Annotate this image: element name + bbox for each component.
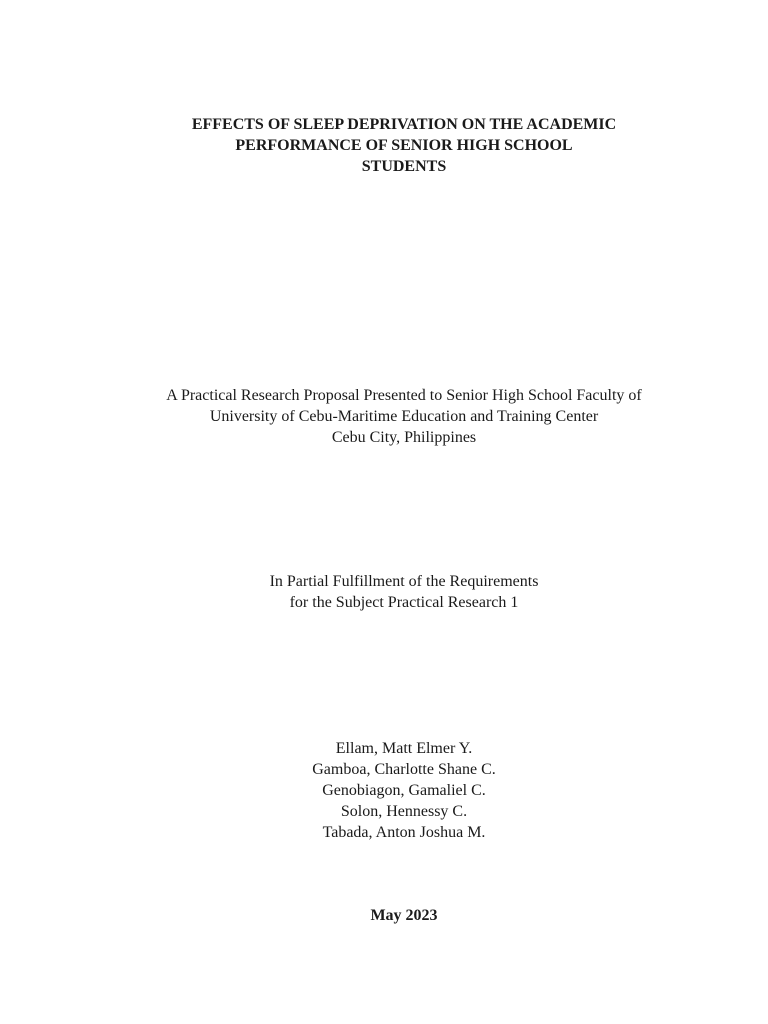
proposal-line-3: Cebu City, Philippines — [331, 429, 477, 446]
proposal-line-2: University of Cebu-Maritime Education and Training Center — [209, 408, 599, 425]
proposal-line-1: A Practical Research Proposal Presented to Senior High School Faculty of — [166, 387, 642, 404]
submission-date: May 2023 — [370, 907, 438, 924]
author-name: Gamboa, Charlotte Shane C. — [312, 761, 496, 778]
author-name: Solon, Hennessy C. — [340, 803, 468, 820]
fulfillment-line-1: In Partial Fulfillment of the Requirements — [269, 573, 539, 590]
document-title — [0, 114, 768, 177]
author-name: Tabada, Anton Joshua M. — [322, 824, 486, 841]
title-line-3: STUDENTS — [361, 158, 447, 175]
author-list — [0, 738, 768, 843]
title-line-1: EFFECTS OF SLEEP DEPRIVATION ON THE ACADEMIC — [191, 116, 617, 133]
author-name: Ellam, Matt Elmer Y. — [335, 740, 473, 757]
title-line-2: PERFORMANCE OF SENIOR HIGH SCHOOL — [235, 137, 573, 154]
author-name: Genobiagon, Gamaliel C. — [322, 782, 486, 799]
fulfillment-statement — [0, 571, 768, 613]
fulfillment-line-2: for the Subject Practical Research 1 — [289, 594, 519, 611]
proposal-statement — [0, 385, 768, 448]
